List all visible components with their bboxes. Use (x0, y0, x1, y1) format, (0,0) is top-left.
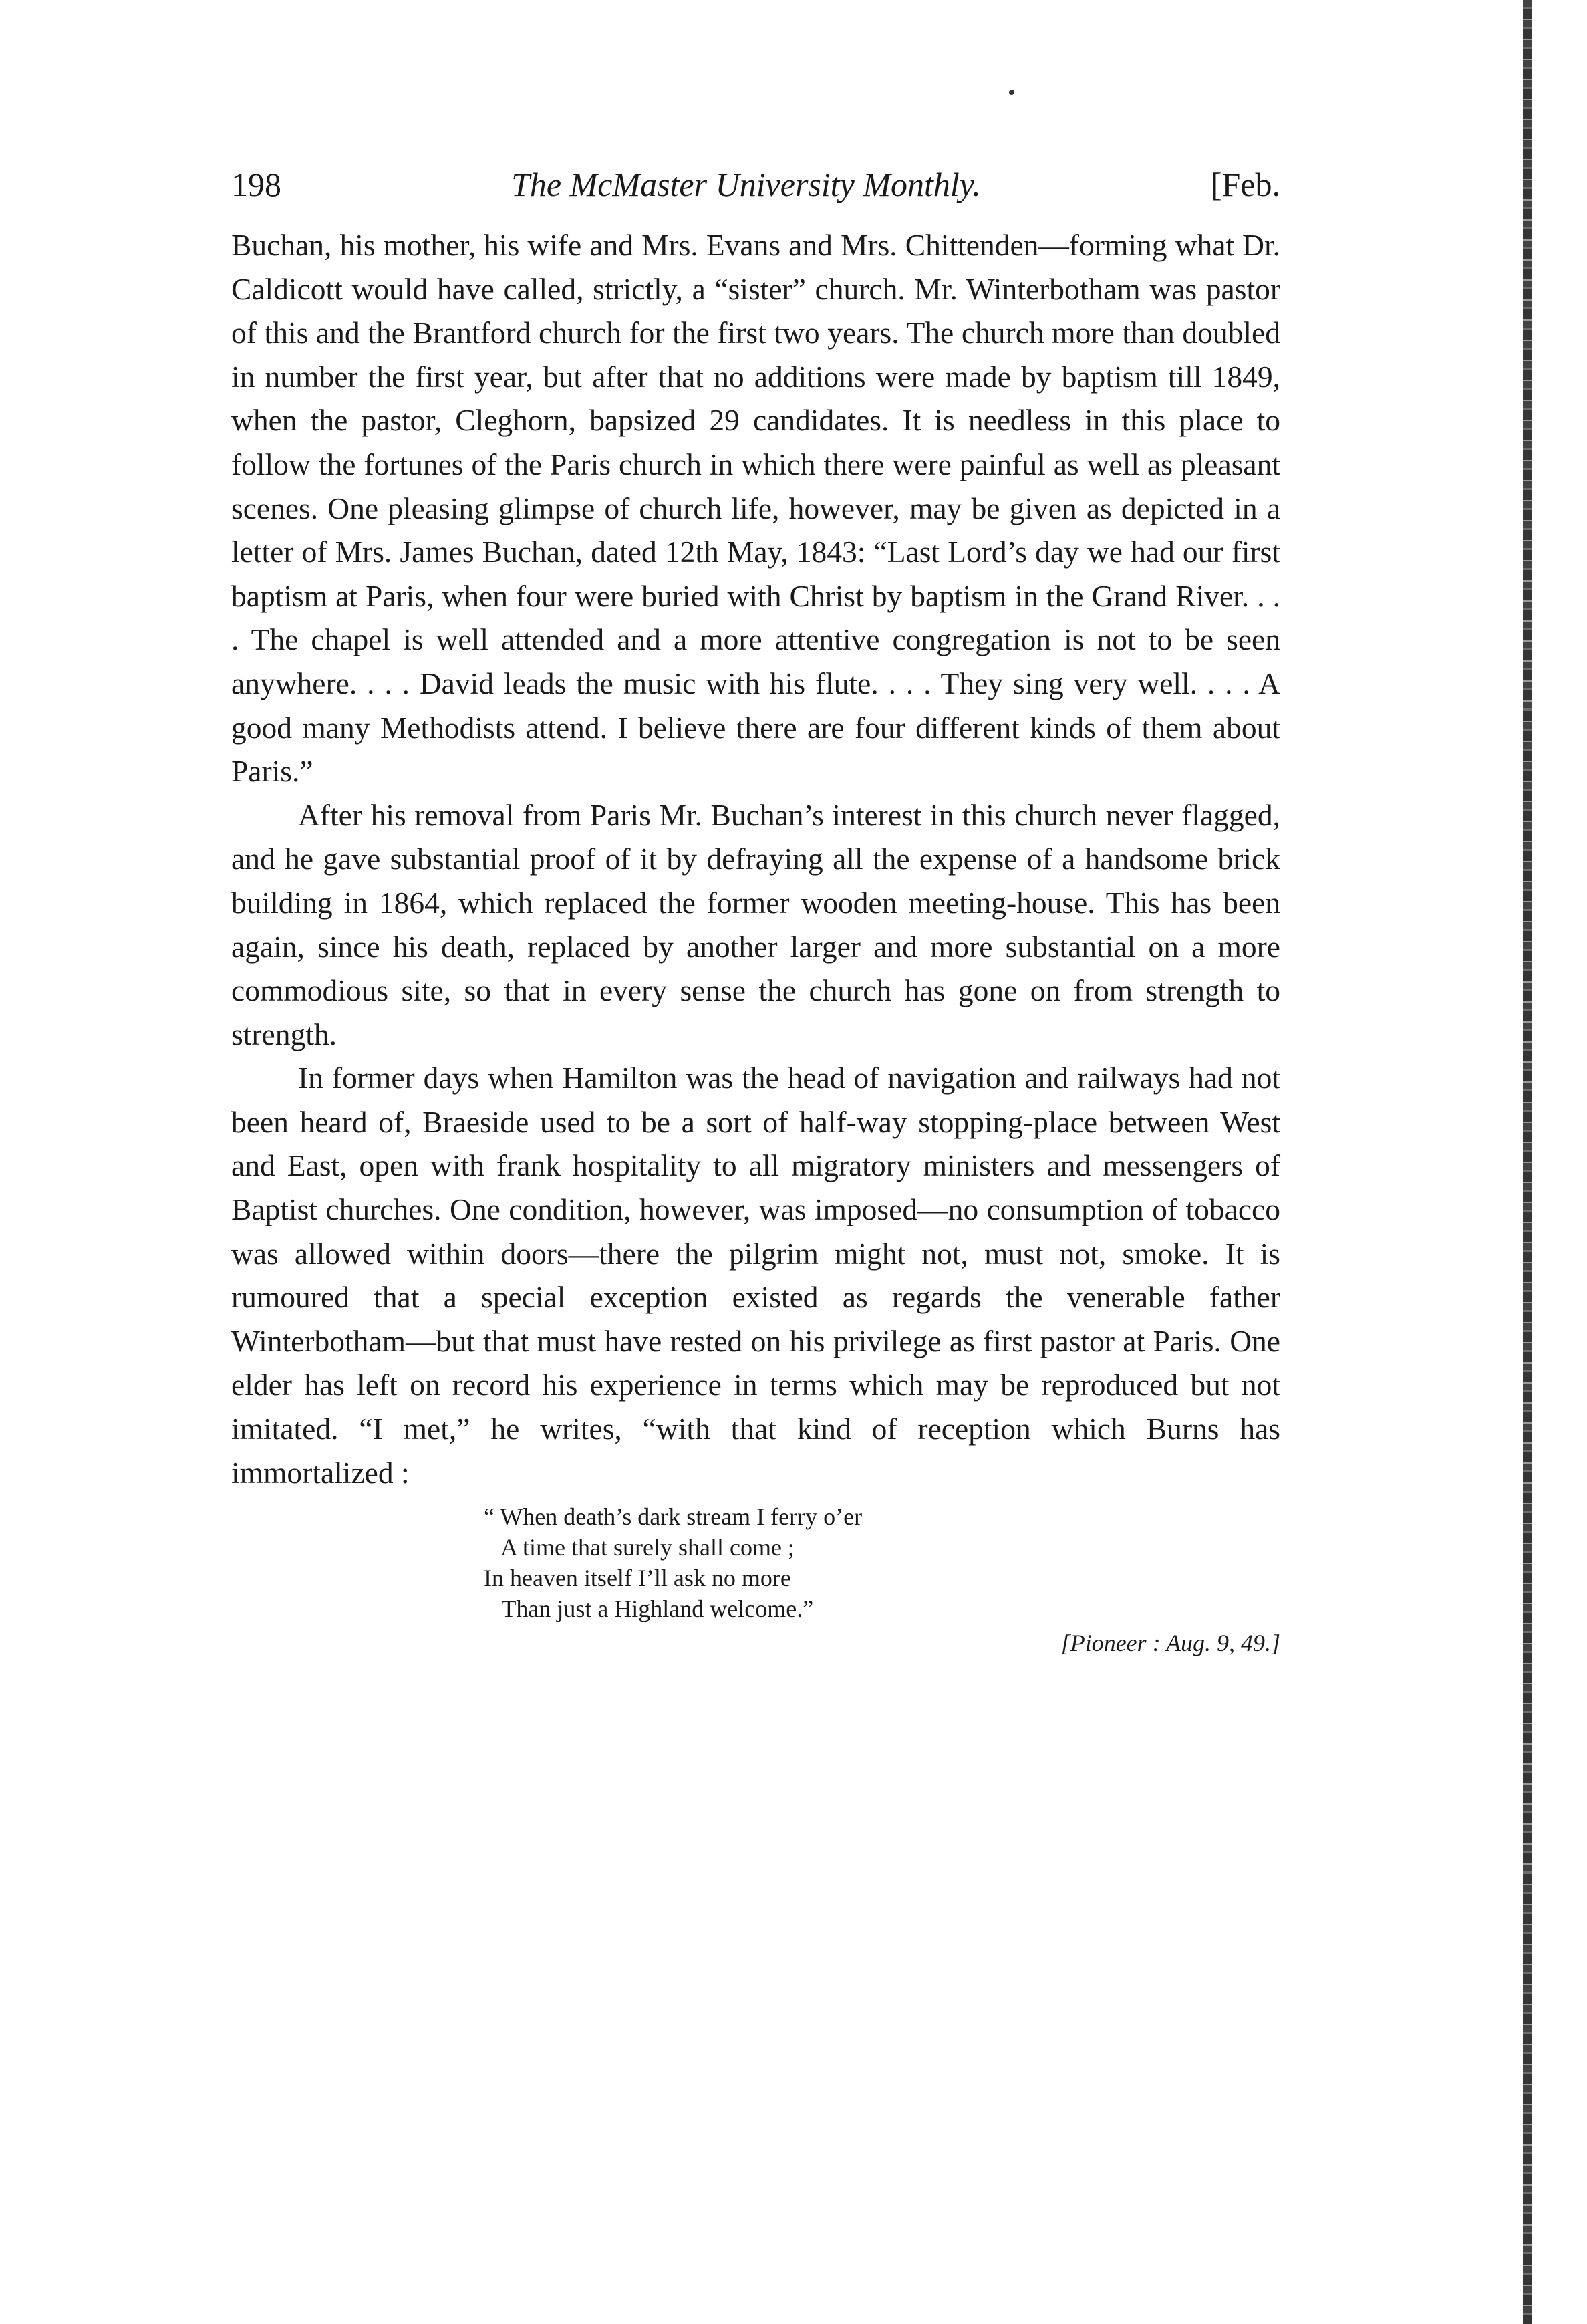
verse-line: Than just a Highland welcome.” (484, 1595, 814, 1623)
paragraph: After his removal from Paris Mr. Buchan’s interest in this church never flagged, and he gave substantial proof of it by defraying all the expense of a handsome brick building in 1864, which replaced the former wooden meeting-house. This has been again, since his death, replaced by another larger and more substantial on a more commodious site, so that in every sense the church has gone on from strength to strength. (231, 797, 1280, 1051)
running-header (231, 160, 1280, 209)
paragraph-continued: Buchan, his mother, his wife and Mrs. Evans and Mrs. Chittenden—forming what Dr. Caldicott would have called, strictly, a “sister” church. Mr. Winterbotham was pastor of this and the Brantford church for the first two years. The church more than doubled in number the first year, but after that no additions were made by baptism till 1849, when the pastor, Cleghorn, bapsized 29 candidates. It is needless in this place to follow the fortunes of the Paris church in which there were painful as well as pleasant scenes. One pleasing glimpse of church life, however, may be given as depicted in a letter of Mrs. James Buchan, dated 12th May, 1843: “Last Lord’s day we had our first baptism at Paris, when four were buried with Christ by baptism in the Grand River. . . . The chapel is well attended and a more attentive congregation is not to be seen anywhere. . . . David leads the music with his flute. . . . They sing very well. . . . A good many Methodists attend. I believe there are four different kinds of them about Paris.” (231, 228, 1280, 789)
ink-speck (1009, 90, 1014, 95)
page-binding-edge (1523, 0, 1532, 2324)
verse-line: In heaven itself I’ll ask no more (484, 1565, 791, 1592)
body-text (231, 223, 1280, 1495)
journal-title: The McMaster University Monthly. (511, 166, 981, 203)
page (231, 160, 1280, 1659)
paragraph: In former days when Hamilton was the head of navigation and railways had not been heard of, Braeside used to be a sort of half-way stopping-place between West and East, open with frank hospitality to all migratory ministers and messengers of Baptist churches. One condition, however, was imposed—no consumption of tobacco was allowed within doors—there the pilgrim might not, must not, smoke. It is rumoured that a special exception existed as regards the venerable father Winterbotham—but that must have rested on his privilege as first pastor at Paris. One elder has left on record his experience in terms which may be reproduced but not imitated. “I met,” he writes, “with that kind of reception which Burns has immortalized : (231, 1061, 1280, 1490)
citation: [Pioneer : Aug. 9, 49.] (1060, 1630, 1280, 1657)
header-month: [Feb. (1210, 166, 1280, 203)
verse-line: “ When death’s dark stream I ferry o’er (484, 1503, 863, 1531)
page-number: 198 (231, 166, 281, 203)
verse-quote (484, 1501, 1280, 1624)
verse-line: A time that surely shall come ; (484, 1534, 795, 1561)
